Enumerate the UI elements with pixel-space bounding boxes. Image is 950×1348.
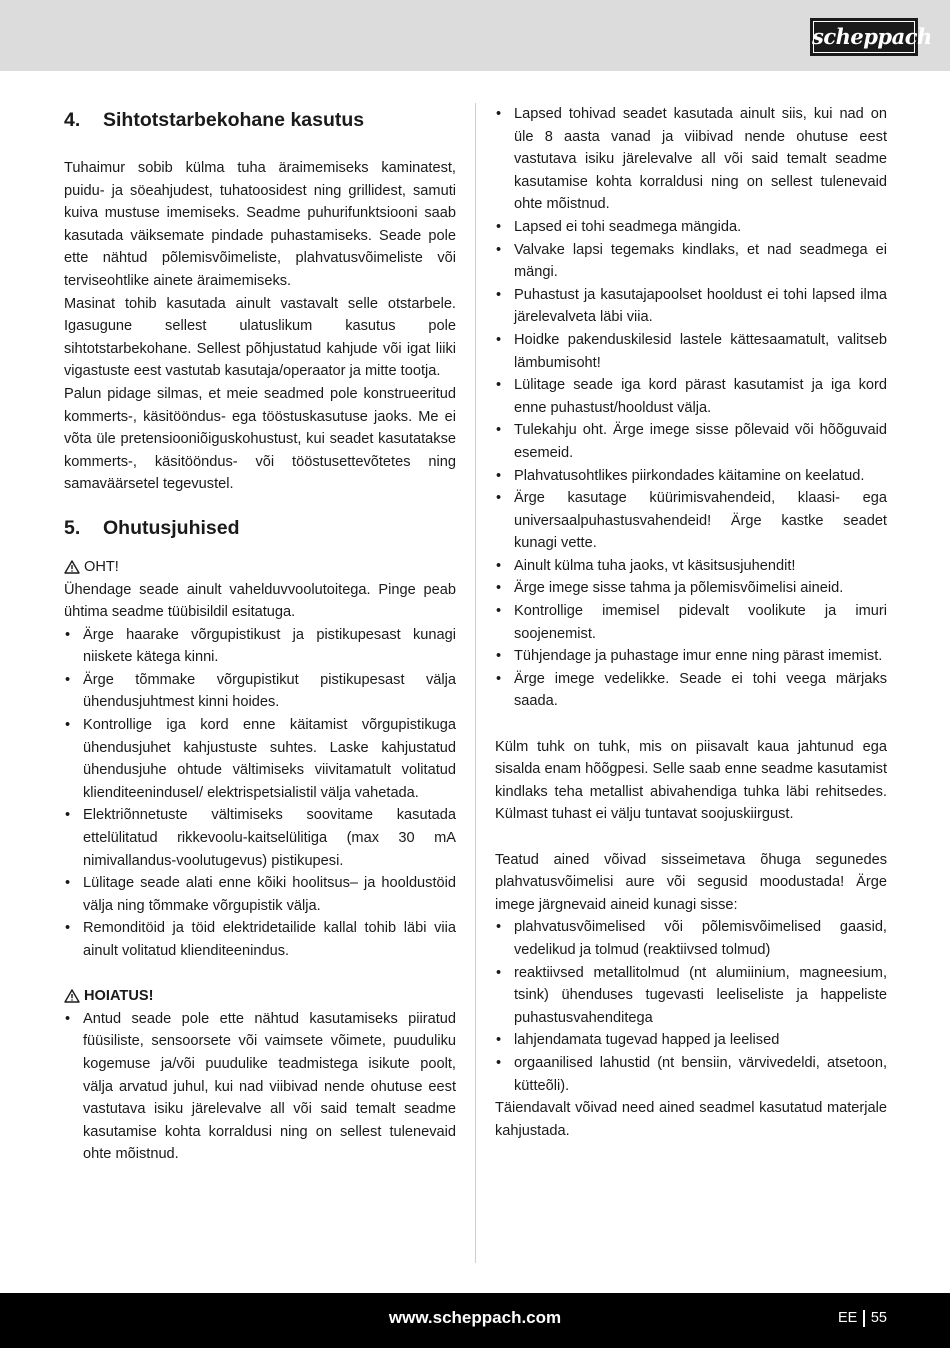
list-item: • Lapsed tohivad seadet kasutada ainult siis, kui nad on üle 8 aasta vanad ja viibivad nende ohutuse eest vastutava isiku järelevalve all või said temalt seadme kasutamise kohta korraldusi ning on sellest tulenevaid ohte mõistnud. <box>495 103 887 216</box>
brand-logo-text: scheppach <box>812 24 932 49</box>
column-divider <box>475 103 476 1263</box>
section-5-title: Ohutusjuhised <box>103 516 240 539</box>
danger-intro-text: Ühendage seade ainult vahelduvvoolutoitega. Pinge peab ühtima seadme tüübisildil esitatuga. <box>64 581 456 621</box>
footer-url: www.scheppach.com <box>388 1308 562 1327</box>
section-5-number: 5. <box>64 516 81 539</box>
section-4-paragraph-1: Tuhaimur sobib külma tuha äraimemiseks kaminatest, puidu- ja söeahjudest, tuhatoosidest ning grillidest, samuti kuiva mustuse imemiseks. Seadme puhurifunktsiooni saab kasutada väiksemate pindade puhastamiseks. Seade pole ette nähtud põlemisvõimeliste, plahvatusvõimeliste või terviseohtlike ainete äraimemiseks. <box>64 160 456 289</box>
list-item: • Elektriõnnetuste vältimiseks soovitame kasutada ettelülitatud rikkevoolu-kaitselülitiga (max 30 mA nimivallandus-voolutugevus) pistikupesi. <box>64 804 456 872</box>
language-code: EE <box>838 1310 858 1326</box>
list-item: • Lapsed ei tohi seadmega mängida. <box>495 216 887 239</box>
list-item: • Kontrollige iga kord enne käitamist võrgupistikuga ühendusjuhet kahjustuste suhtes. Laske kahjustatud ühendusjuhe ohtude vältimiseks viivitamatult volitatud klienditeenindusel/ elektrispetsialistil välja vahetada. <box>64 714 456 804</box>
danger-label: OHT! <box>84 558 119 575</box>
header-bar <box>0 0 950 71</box>
warning-label: HOIATUS! <box>84 988 154 1005</box>
list-item: • Hoidke pakenduskilesid lastele kättesaamatult, valitseb lämbumisoht! <box>495 329 887 374</box>
section-4-paragraph-2: Masinat tohib kasutada ainult vastavalt selle otstarbele. Igasugune sellest ulatuslikum kasutus pole sihtotstarbekohane. Sellest põhjustatud kahjude või igat liiki vigastuste eest vastutab kasutaja/operaator ja mitte tootja. <box>64 295 456 380</box>
section-4-paragraph-3: Palun pidage silmas, et meie seadmed pole konstrueeritud kommerts-, käsitööndus- ega tööstuskasutuse jaoks. Me ei võta üle pretensiooniõiguskohustust, kui seadet kasutatakse kommerts-, käsitööndus- või tööstusettevõtetes ning samaväärsetel tegevustel. <box>64 385 456 493</box>
list-item: • Puhastust ja kasutajapoolset hooldust ei tohi lapsed ilma järelevalveta läbi viia. <box>495 284 887 329</box>
page-indicator <box>838 1309 887 1327</box>
page-separator <box>863 1310 865 1327</box>
safety-list <box>495 103 887 713</box>
list-item: • Ärge imege vedelikke. Seade ei tohi veega märjaks saada. <box>495 668 887 713</box>
brand-logo <box>810 18 932 56</box>
list-item: • Antud seade pole ette nähtud kasutamiseks piiratud füüsiliste, sensoorsete või vaimsete võimete, puuduliku kogemuse ja/või puudulike teadmistega isikute poolt, välja arvatud juhul, kui nad viibivad nende ohutuse eest vastutava isiku järelevalve all või said temalt seadme kasutamise kohta korraldusi ning on sellest tulenevaid ohte mõistnud. <box>64 1008 456 1166</box>
list-item: • Ainult külma tuha jaoks, vt käsitsusjuhendit! <box>495 555 887 578</box>
list-item: • lahjendamata tugevad happed ja leelised <box>495 1029 887 1052</box>
list-item: • Valvake lapsi tegemaks kindlaks, et nad seadmega ei mängi. <box>495 239 887 284</box>
list-item: • Ärge haarake võrgupistikust ja pistikupesast kunagi niiskete kätega kinni. <box>64 624 456 669</box>
list-item: • Ärge kasutage küürimisvahendeid, klaasi- ega universaalpuhastusvahendeid! Ärge kastke seadet kunagi vette. <box>495 487 887 555</box>
section-5-heading <box>64 514 456 542</box>
list-item: • Remonditöid ja töid elektridetailide kallal tohib läbi viia ainult volitatud klienditeenindus. <box>64 917 456 962</box>
left-column <box>64 103 456 1166</box>
right-column <box>495 103 887 1142</box>
damage-note-paragraph: Täiendavalt võivad need ained seadmel kasutatud materjale kahjustada. <box>495 1100 887 1139</box>
list-item: • Ärge imege sisse tahma ja põlemisvõimelisi aineid. <box>495 577 887 600</box>
warning-list <box>64 1008 456 1166</box>
footer-bar <box>0 1293 950 1348</box>
warning-triangle-icon <box>64 989 80 1003</box>
section-4-heading <box>64 106 456 134</box>
list-item: • Kontrollige imemisel pidevalt voolikute ja imuri soojenemist. <box>495 600 887 645</box>
danger-label-row <box>64 556 456 579</box>
list-item: • Lülitage seade iga kord pärast kasutamist ja iga kord enne puhastust/hooldust välja. <box>495 374 887 419</box>
list-item: • orgaanilised lahustid (nt bensiin, värvivedeldi, atsetoon, kütteõli). <box>495 1052 887 1097</box>
section-4-title: Sihtotstarbekohane kasutus <box>103 109 365 131</box>
warning-triangle-icon <box>64 560 80 574</box>
list-item: • Tühjendage ja puhastage imur enne ning pärast imemist. <box>495 645 887 668</box>
section-4-number: 4. <box>64 109 81 131</box>
page-number: 55 <box>870 1310 887 1326</box>
list-item: • Ärge tõmmake võrgupistikut pistikupesast välja ühendusjuhtmest kinni hoides. <box>64 669 456 714</box>
list-item: • Lülitage seade alati enne kõiki hoolitsus– ja hooldustöid välja ning tõmmake võrgupistik välja. <box>64 872 456 917</box>
substances-list <box>495 916 887 1097</box>
list-item: • reaktiivsed metallitolmud (nt alumiinium, magneesium, tsink) ühenduses tugevasti leeliseliste ja happeliste puhastusvahenditega <box>495 962 887 1030</box>
warning-label-row <box>64 985 456 1008</box>
substances-paragraph: Teatud ained võivad sisseimetava õhuga segunedes plahvatusvõimelisi aure või segusid moodustada! Ärge imege järgnevaid aineid kunagi sisse: <box>495 851 887 913</box>
list-item: • Tulekahju oht. Ärge imege sisse põlevaid või hõõguvaid esemeid. <box>495 419 887 464</box>
danger-list <box>64 624 456 963</box>
list-item: • plahvatusvõimelised või põlemisvõimelised gaasid, vedelikud ja tolmud (reaktiivsed tolmud) <box>495 916 887 961</box>
cold-ash-paragraph: Külm tuhk on tuhk, mis on piisavalt kaua jahtunud ega sisalda enam hõõgpesi. Selle saab enne seadme kasutamist kindlaks teha metallist abivahendiga tuhka läbi rehitsedes. Külmast tuhast ei välju tuntavat soojuskiirgust. <box>495 738 887 823</box>
list-item: • Plahvatusohtlikes piirkondades käitamine on keelatud. <box>495 465 887 488</box>
